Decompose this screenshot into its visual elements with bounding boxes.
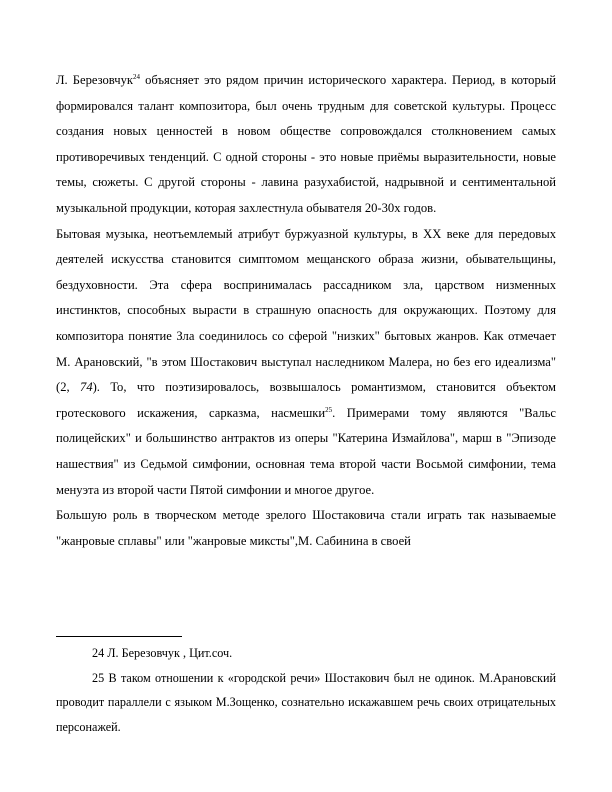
paragraph-2-text-end: . Примерами тому являются "Вальс полицейских" и большинство антрактов из оперы "Катерина Измайлова", марш в "Эпизоде нашествия" из Седьмой симфонии, основная тема второй части Восьмой симфонии, тема менуэта из второй части Пятой симфонии и многое другое. xyxy=(56,405,556,497)
paragraph-1 xyxy=(56,68,556,222)
footnotes xyxy=(56,641,556,739)
page-reference: 74 xyxy=(80,380,93,395)
paragraph-1-text: Л. Березовчук xyxy=(56,73,134,87)
paragraph-2-text-cont: ). То, что поэтизировалось, возвышалось романтизмом, становится объектом гротескового искажения, сарказма, насмешки xyxy=(56,380,556,420)
paragraph-3-text: Большую роль в творческом методе зрелого Шостаковича стали играть так называемые "жанровые сплавы" или "жанровые миксты",М. Сабинина в своей xyxy=(56,508,556,548)
footnote-ref-25: 25 xyxy=(325,405,333,414)
paragraph-2-text: Бытовая музыка, неотъемлемый атрибут буржуазной культуры, в XX веке для передовых деятелей искусства становится симптомом мещанского образа жизни, обывательщины, бездуховности. Эта сфера воспринималась рассадником зла, царством низменных инстинктов, способных вырасти в страшную опасность для окружающих. Поэтому для композитора понятие Зла соединилось со сферой "низких" бытовых жанров. Как отмечает М. Арановский, "в этом Шостакович выступал наследником Малера, но без его идеализма" (2, xyxy=(56,226,556,395)
paragraph-2 xyxy=(56,222,556,504)
footnote-24: 24 Л. Березовчук , Цит.соч. xyxy=(92,646,233,660)
footnote-separator xyxy=(56,636,182,637)
main-text xyxy=(56,68,556,554)
footnote-25: 25 В таком отношении к «городской речи» Шостакович был не одинок. М.Арановский проводит параллели с языком М.Зощенко, сознательно искажавшем речь своих отрицательных персонажей. xyxy=(56,670,556,734)
footnote-ref-24: 24 xyxy=(133,72,141,81)
paragraph-1-text-cont: объясняет это рядом причин исторического характера. Период, в который формировался талант композитора, был очень трудным для советской культуры. Процесс создания новых ценностей в новом обществе сопровождался столкновением самых противоречивых тенденций. С одной стороны - это новые приёмы выразительности, новые темы, сюжеты. С другой стороны - лавина разухабистой, надрывной и сентиментальной музыкальной продукции, которая захлестнула обывателя 20-30х годов. xyxy=(56,73,556,215)
paragraph-3 xyxy=(56,503,556,554)
